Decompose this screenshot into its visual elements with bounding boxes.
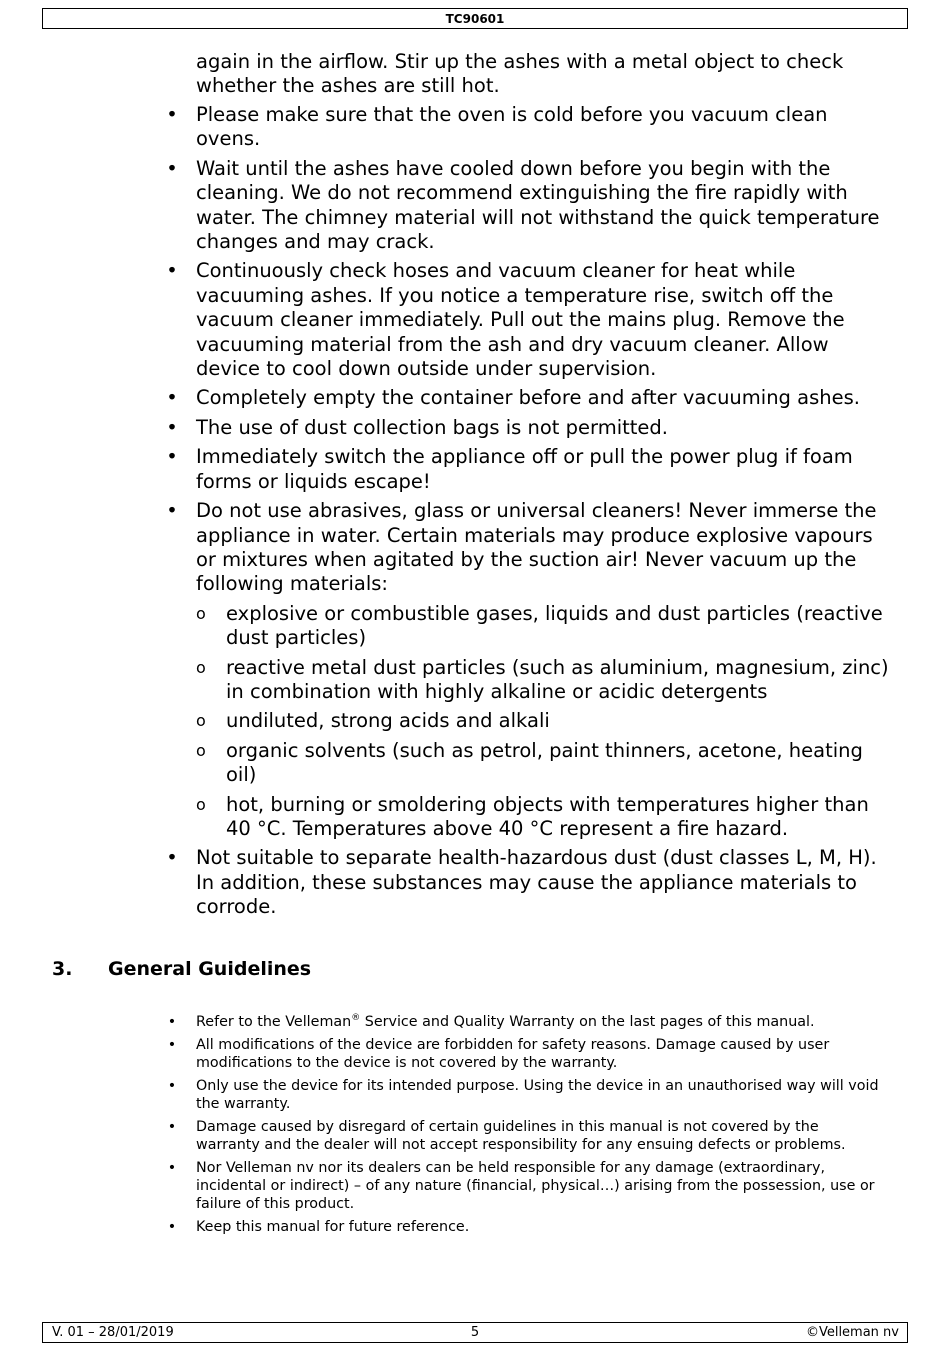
list-item <box>0 103 950 152</box>
list-item <box>0 499 950 841</box>
bullet-marker: • <box>167 1219 177 1235</box>
list-item-text: Please make sure that the oven is cold before you vacuum clean ovens. <box>196 103 828 151</box>
bullet-marker: • <box>166 415 178 439</box>
list-item-text: Only use the device for its intended purpose. Using the device in an unauthorised way will void the warranty. <box>196 1078 879 1112</box>
list-item <box>0 1159 950 1213</box>
list-item-text: Refer to the Velleman <box>196 1014 352 1030</box>
sub-list-item <box>196 739 894 788</box>
sub-bullet-marker: o <box>196 740 206 760</box>
page-footer <box>42 1322 908 1343</box>
list-item-text: Wait until the ashes have cooled down before you begin with the cleaning. We do not recommend extinguishing the fire rapidly with water. The chimney material will not withstand the quick temperature changes and may crack. <box>196 156 880 254</box>
section-number: 3. <box>52 958 73 980</box>
list-item <box>0 386 950 410</box>
sub-list-item-text: reactive metal dust particles (such as aluminium, magnesium, zinc) in combination with highly alkaline or acidic detergents <box>226 655 889 703</box>
bullet-marker: • <box>166 103 178 126</box>
list-item-text: Immediately switch the appliance off or pull the power plug if foam forms or liquids escape! <box>196 445 853 493</box>
sub-bullet-marker: o <box>196 603 206 623</box>
list-item <box>0 846 950 919</box>
list-item <box>0 416 950 440</box>
sub-bullet-marker: o <box>196 711 206 731</box>
list-item <box>0 259 950 381</box>
page-number: 5 <box>470 1325 480 1340</box>
sub-list-item-text: organic solvents (such as petrol, paint thinners, acetone, heating oil) <box>226 738 863 787</box>
bullet-marker: • <box>166 499 178 523</box>
model-number: TC90601 <box>445 12 505 26</box>
registered-mark: ® <box>351 1013 361 1024</box>
list-item-text: Service and Quality Warranty on the last pages of this manual. <box>360 1014 815 1030</box>
safety-list <box>0 103 950 925</box>
list-item <box>0 1036 950 1072</box>
bullet-marker: • <box>166 445 178 469</box>
bullet-marker: • <box>166 156 178 180</box>
bullet-marker: • <box>167 1037 177 1053</box>
bullet-marker: • <box>167 1078 177 1094</box>
sub-list-item-text: undiluted, strong acids and alkali <box>226 709 550 733</box>
bullet-marker: • <box>167 1119 177 1135</box>
copyright: ©Velleman nv <box>805 1325 899 1340</box>
list-item-text: Damage caused by disregard of certain guidelines in this manual is not covered by the warranty and the dealer will not accept responsibility for any ensuing defects or problems. <box>196 1119 846 1153</box>
sub-list-item <box>196 602 894 651</box>
section-heading <box>52 957 311 981</box>
list-item-text: All modifications of the device are forbidden for safety reasons. Damage caused by user modifications to the device is not covered by the warranty. <box>196 1037 830 1071</box>
list-item <box>0 1077 950 1113</box>
sub-list-item <box>196 709 894 733</box>
sub-list-item-text: explosive or combustible gases, liquids and dust particles (reactive dust particles) <box>226 601 883 650</box>
sub-bullet-marker: o <box>196 794 206 814</box>
list-item-text: Do not use abrasives, glass or universal cleaners! Never immerse the appliance in water. Certain materials may produce explosive vapours or mixtures when agitated by the suction air! Never vacuum up the following materials: <box>196 499 877 596</box>
list-item-text: The use of dust collection bags is not permitted. <box>196 415 668 439</box>
bullet-marker: • <box>167 1160 177 1176</box>
version-date: V. 01 – 28/01/2019 <box>52 1325 174 1340</box>
sub-bullet-marker: o <box>196 657 206 677</box>
list-item <box>0 157 950 255</box>
page-header <box>42 8 908 29</box>
bullet-marker: • <box>166 259 178 283</box>
list-item <box>0 445 950 494</box>
section-title: General Guidelines <box>108 958 312 980</box>
continued-paragraph: again in the airflow. Stir up the ashes with a metal object to check whether the ashes are still hot. <box>196 50 844 98</box>
list-item-text: Nor Velleman nv nor its dealers can be held responsible for any damage (extraordinary, incidental or indirect) – of any nature (financial, physical…) arising from the possession, use or failure of this product. <box>196 1160 875 1212</box>
sub-list-item <box>196 656 894 705</box>
list-item <box>0 1013 950 1031</box>
list-item <box>0 1118 950 1154</box>
sub-list-item-text: hot, burning or smoldering objects with temperatures higher than 40 °C. Temperatures above 40 °C represent a fire hazard. <box>226 792 869 840</box>
bullet-marker: • <box>166 846 178 870</box>
guidelines-list <box>0 1013 950 1241</box>
list-item-text: Keep this manual for future reference. <box>196 1219 470 1235</box>
list-item-text: Not suitable to separate health-hazardous dust (dust classes L, M, H). In addition, these substances may cause the appliance materials to corrode. <box>196 846 877 919</box>
bullet-marker: • <box>166 386 178 410</box>
forbidden-materials-list <box>196 602 894 842</box>
list-item-text: Completely empty the container before and after vacuuming ashes. <box>196 386 860 410</box>
list-item <box>0 1218 950 1236</box>
bullet-marker: • <box>167 1014 177 1030</box>
sub-list-item <box>196 793 894 842</box>
list-item-text: Continuously check hoses and vacuum cleaner for heat while vacuuming ashes. If you notice a temperature rise, switch off the vacuum cleaner immediately. Pull out the mains plug. Remove the vacuuming material from the ash and dry vacuum cleaner. Allow device to cool down outside under supervision. <box>196 259 845 381</box>
